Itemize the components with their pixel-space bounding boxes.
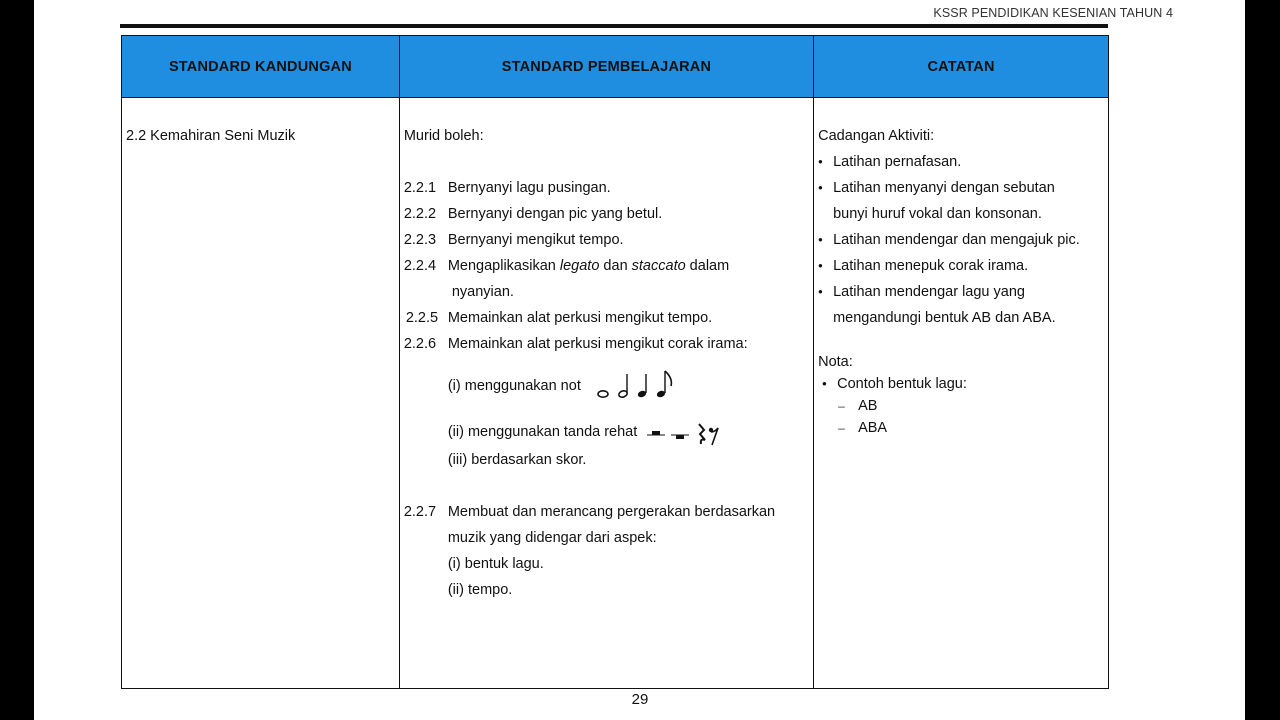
table-row xyxy=(122,98,1109,689)
table-header-row xyxy=(122,36,1109,98)
list-item-continued: mengandungi bentuk AB dan ABA. xyxy=(833,310,1056,326)
list-item: • Latihan pernafasan. xyxy=(818,149,1108,175)
nota-list xyxy=(818,373,1108,395)
sub-item-notes: (i) menggunakan not xyxy=(404,371,813,401)
music-notes-icon xyxy=(595,371,677,401)
list-item: • Latihan mendengar dan mengajuk pic. xyxy=(818,227,1108,253)
intro-text: Murid boleh: xyxy=(403,128,484,144)
list-item: • Latihan mendengar lagu yang xyxy=(818,279,1108,305)
music-rests-icon xyxy=(647,417,727,447)
list-item: • Latihan menyanyi dengan sebutan xyxy=(818,175,1108,201)
standard-pembelajaran-cell xyxy=(399,98,813,689)
sub-item-tempo: (ii) tempo. xyxy=(447,582,513,598)
page-number: 29 xyxy=(631,691,649,708)
sub-item-rests: (ii) menggunakan tanda rehat xyxy=(404,417,813,447)
running-header: KSSR PENDIDIKAN KESENIAN TAHUN 4 xyxy=(933,6,1173,20)
learning-item-2-2-3: 2.2.3 Bernyanyi mengikut tempo. xyxy=(403,232,624,248)
learning-item-2-2-4-continued: nyanyian. xyxy=(451,284,514,300)
column-header-standard-kandungan: STANDARD KANDUNGAN xyxy=(122,36,400,98)
activities-title: Cadangan Aktiviti: xyxy=(818,128,935,144)
learning-item-2-2-5: 2.2.5 Memainkan alat perkusi mengikut tempo. xyxy=(405,310,713,326)
nota-title: Nota: xyxy=(818,354,853,370)
list-item: – ABA xyxy=(838,417,1108,439)
learning-item-2-2-1: 2.2.1 Bernyanyi lagu pusingan. xyxy=(403,180,611,196)
content-standard-title: 2.2 Kemahiran Seni Muzik xyxy=(126,128,296,144)
learning-item-2-2-4: 2.2.4 Mengaplikasikan legato dan staccato dalam xyxy=(403,258,730,274)
column-header-catatan: CATATAN xyxy=(814,36,1109,98)
column-header-standard-pembelajaran: STANDARD PEMBELAJARAN xyxy=(399,36,813,98)
sub-item-song-form: (i) bentuk lagu. xyxy=(447,556,544,572)
list-item: • Contoh bentuk lagu: xyxy=(822,373,1108,395)
learning-item-2-2-6: 2.2.6 Memainkan alat perkusi mengikut corak irama: xyxy=(403,336,748,352)
learning-item-2-2-2: 2.2.2 Bernyanyi dengan pic yang betul. xyxy=(403,206,663,222)
learning-item-2-2-7-continued: muzik yang didengar dari aspek: xyxy=(447,530,657,546)
nota-section xyxy=(818,351,1108,439)
sub-item-score: (iii) berdasarkan skor. xyxy=(447,452,587,468)
list-item-continued: bunyi huruf vokal dan konsonan. xyxy=(833,206,1042,222)
curriculum-table xyxy=(121,35,1109,689)
activities-list xyxy=(818,149,1108,331)
song-forms-list xyxy=(818,395,1108,439)
standard-kandungan-cell xyxy=(122,98,400,689)
list-item: – AB xyxy=(838,395,1108,417)
learning-item-2-2-7: 2.2.7 Membuat dan merancang pergerakan berdasarkan xyxy=(403,504,776,520)
catatan-cell xyxy=(814,98,1109,689)
list-item: • Latihan menepuk corak irama. xyxy=(818,253,1108,279)
header-rule xyxy=(120,24,1108,28)
